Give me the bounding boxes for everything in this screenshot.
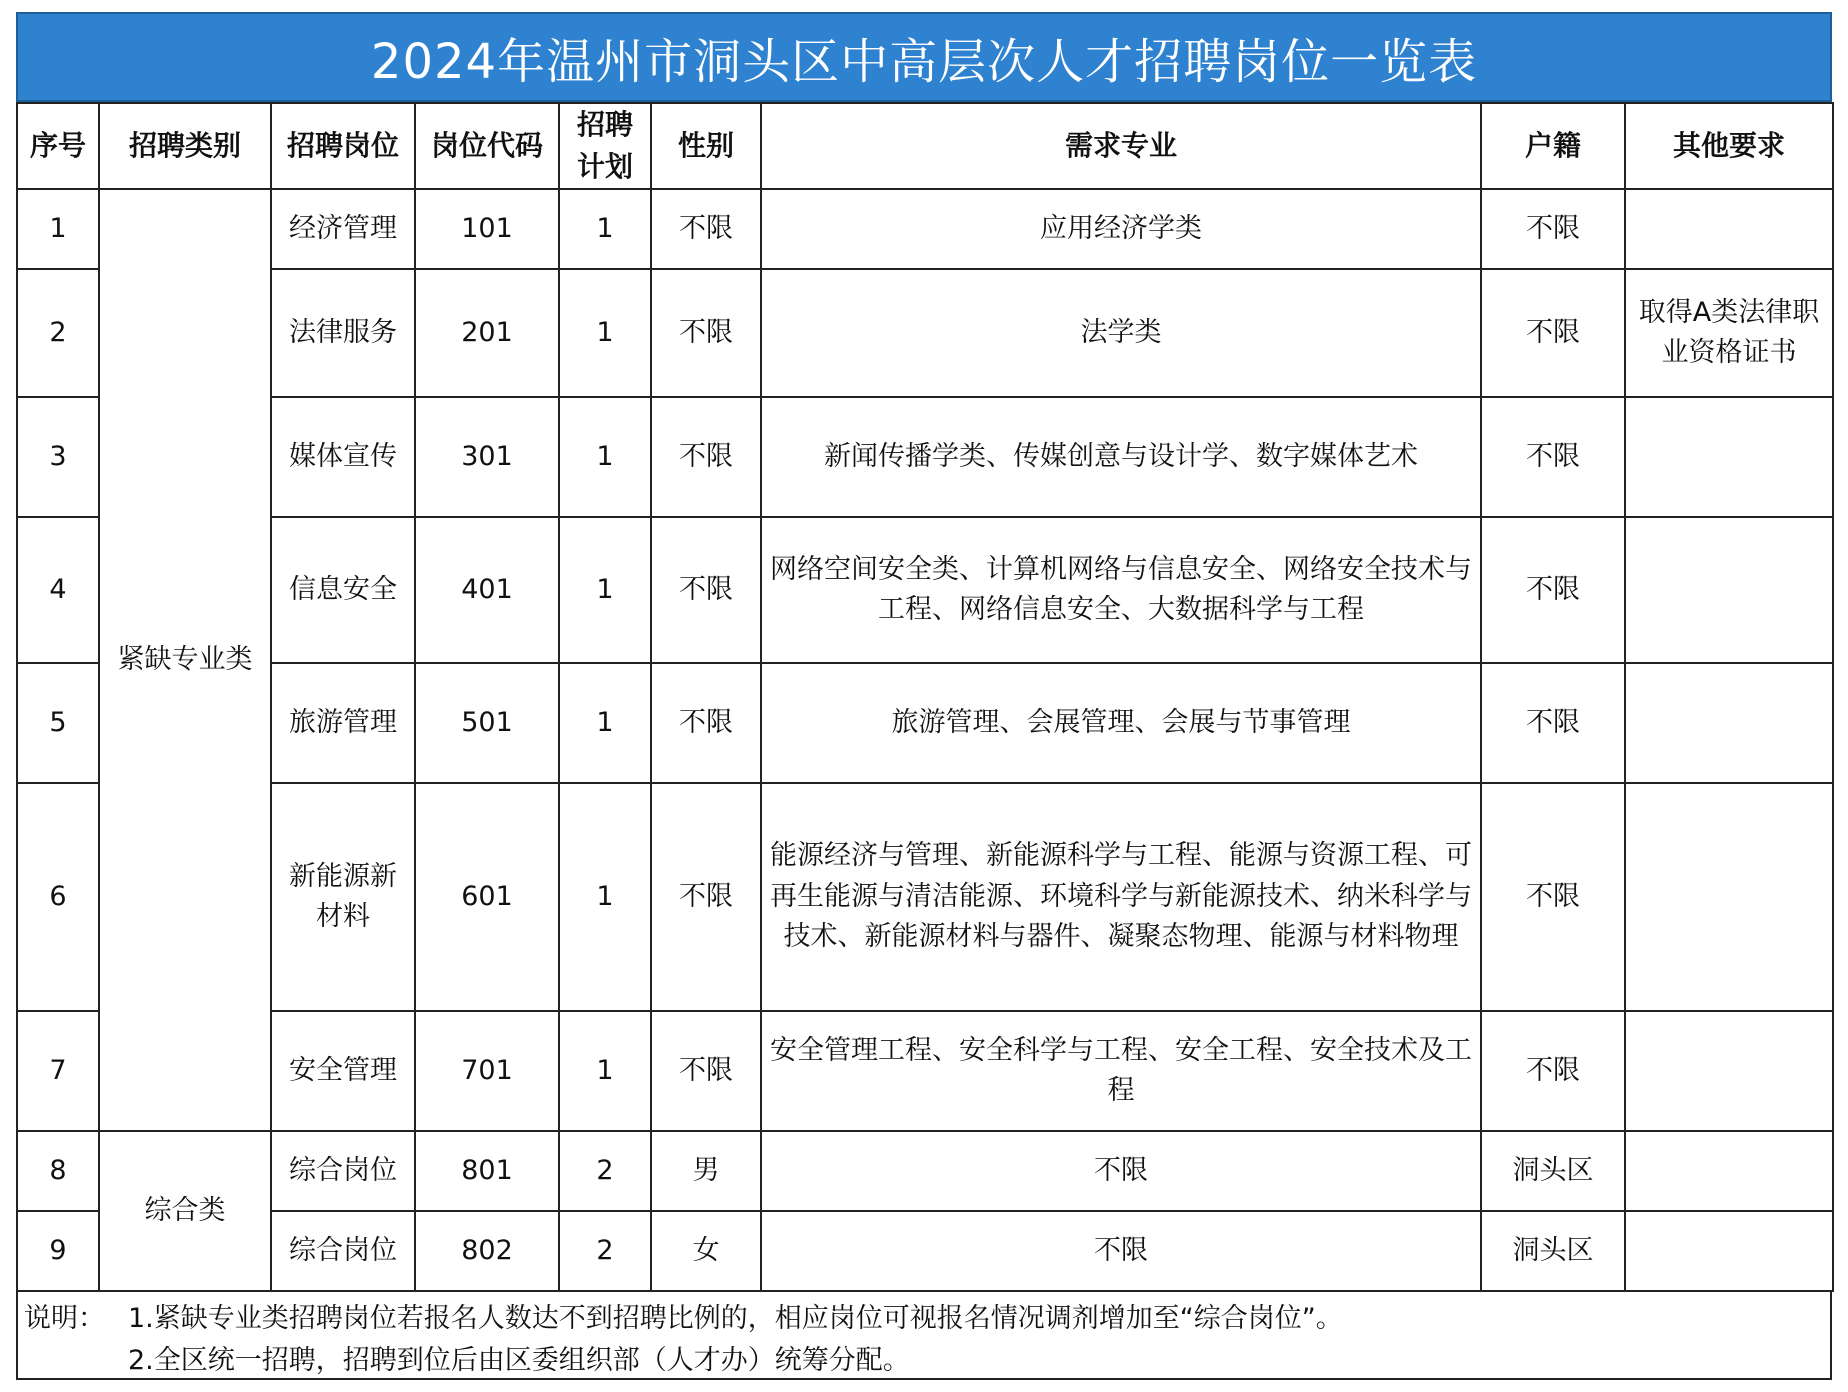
table-row <box>17 189 1833 269</box>
cell-gender: 不限 <box>651 269 761 397</box>
cell-hukou: 洞头区 <box>1481 1211 1625 1291</box>
header-plan-line2: 计划 <box>576 150 633 183</box>
table-row <box>17 397 1833 517</box>
cell-gender: 不限 <box>651 517 761 663</box>
cell-plan: 1 <box>559 783 651 1011</box>
note-line-2 <box>24 1340 1824 1382</box>
table-row <box>17 783 1833 1011</box>
cell-major: 能源经济与管理、新能源科学与工程、能源与资源工程、可再生能源与清洁能源、环境科学与新能源技术、纳米科学与技术、新能源材料与器件、凝聚态物理、能源与材料物理 <box>761 783 1481 1011</box>
cell-gender: 不限 <box>651 783 761 1011</box>
cell-position: 安全管理 <box>271 1011 415 1131</box>
cell-other <box>1625 663 1833 783</box>
cell-plan: 2 <box>559 1131 651 1211</box>
cell-other <box>1625 189 1833 269</box>
cell-seq: 5 <box>17 663 99 783</box>
cell-major: 旅游管理、会展管理、会展与节事管理 <box>761 663 1481 783</box>
cell-code: 601 <box>415 783 559 1011</box>
cell-seq: 6 <box>17 783 99 1011</box>
cell-position: 法律服务 <box>271 269 415 397</box>
cell-seq: 9 <box>17 1211 99 1291</box>
cell-other <box>1625 783 1833 1011</box>
cell-other: 取得A类法律职业资格证书 <box>1625 269 1833 397</box>
cell-gender: 不限 <box>651 663 761 783</box>
cell-code: 701 <box>415 1011 559 1131</box>
cell-code: 801 <box>415 1131 559 1211</box>
cell-other <box>1625 397 1833 517</box>
header-plan-line1: 招聘 <box>576 108 633 141</box>
cell-major: 安全管理工程、安全科学与工程、安全工程、安全技术及工程 <box>761 1011 1481 1131</box>
cell-gender: 不限 <box>651 1011 761 1131</box>
page-title: 2024年温州市洞头区中高层次人才招聘岗位一览表 <box>16 12 1832 102</box>
table-row <box>17 1211 1833 1291</box>
cell-code: 802 <box>415 1211 559 1291</box>
cell-position: 信息安全 <box>271 517 415 663</box>
cell-hukou: 不限 <box>1481 663 1625 783</box>
cell-seq: 3 <box>17 397 99 517</box>
cell-plan: 2 <box>559 1211 651 1291</box>
cell-seq: 8 <box>17 1131 99 1211</box>
cell-gender: 不限 <box>651 189 761 269</box>
cell-seq: 1 <box>17 189 99 269</box>
cell-seq: 7 <box>17 1011 99 1131</box>
cell-plan: 1 <box>559 269 651 397</box>
notes-label: 说明： <box>24 1303 105 1334</box>
recruitment-sheet <box>16 12 1832 1380</box>
note-line-1 <box>24 1298 1824 1340</box>
header-gender: 性别 <box>651 103 761 189</box>
cell-position: 综合岗位 <box>271 1211 415 1291</box>
cell-gender: 男 <box>651 1131 761 1211</box>
header-code: 岗位代码 <box>415 103 559 189</box>
cell-code: 201 <box>415 269 559 397</box>
table-row <box>17 663 1833 783</box>
cell-hukou: 不限 <box>1481 269 1625 397</box>
cell-hukou: 不限 <box>1481 783 1625 1011</box>
cell-major: 不限 <box>761 1131 1481 1211</box>
cell-position: 经济管理 <box>271 189 415 269</box>
cell-position: 旅游管理 <box>271 663 415 783</box>
cell-other <box>1625 1211 1833 1291</box>
cell-hukou: 不限 <box>1481 1011 1625 1131</box>
cell-hukou: 不限 <box>1481 397 1625 517</box>
cell-other <box>1625 517 1833 663</box>
cell-gender: 不限 <box>651 397 761 517</box>
cell-major: 网络空间安全类、计算机网络与信息安全、网络安全技术与工程、网络信息安全、大数据科学与工程 <box>761 517 1481 663</box>
header-other: 其他要求 <box>1625 103 1833 189</box>
cell-plan: 1 <box>559 189 651 269</box>
cell-position: 媒体宣传 <box>271 397 415 517</box>
header-position: 招聘岗位 <box>271 103 415 189</box>
cell-seq: 4 <box>17 517 99 663</box>
cell-major: 法学类 <box>761 269 1481 397</box>
note-text-1: 1.紧缺专业类招聘岗位若报名人数达不到招聘比例的，相应岗位可视报名情况调剂增加至“综合岗位”。 <box>128 1303 1343 1334</box>
cell-hukou: 不限 <box>1481 517 1625 663</box>
header-seq: 序号 <box>17 103 99 189</box>
cell-hukou: 不限 <box>1481 189 1625 269</box>
table-row <box>17 517 1833 663</box>
cell-plan: 1 <box>559 663 651 783</box>
cell-category-scarce: 紧缺专业类 <box>99 189 271 1131</box>
cell-position: 综合岗位 <box>271 1131 415 1211</box>
table-row <box>17 1131 1833 1211</box>
cell-position: 新能源新材料 <box>271 783 415 1011</box>
cell-plan: 1 <box>559 517 651 663</box>
table-header-row <box>17 103 1833 189</box>
cell-code: 401 <box>415 517 559 663</box>
cell-hukou: 洞头区 <box>1481 1131 1625 1211</box>
header-category: 招聘类别 <box>99 103 271 189</box>
cell-code: 301 <box>415 397 559 517</box>
cell-major: 新闻传播学类、传媒创意与设计学、数字媒体艺术 <box>761 397 1481 517</box>
cell-plan: 1 <box>559 397 651 517</box>
cell-major: 不限 <box>761 1211 1481 1291</box>
cell-other <box>1625 1131 1833 1211</box>
cell-other <box>1625 1011 1833 1131</box>
cell-code: 101 <box>415 189 559 269</box>
note-text-2: 2.全区统一招聘，招聘到位后由区委组织部（人才办）统筹分配。 <box>128 1345 910 1376</box>
cell-gender: 女 <box>651 1211 761 1291</box>
notes-section <box>16 1292 1832 1380</box>
cell-category-general: 综合类 <box>99 1131 271 1291</box>
positions-table <box>16 102 1834 1292</box>
cell-major: 应用经济学类 <box>761 189 1481 269</box>
table-row <box>17 269 1833 397</box>
cell-plan: 1 <box>559 1011 651 1131</box>
header-major: 需求专业 <box>761 103 1481 189</box>
cell-code: 501 <box>415 663 559 783</box>
header-hukou: 户籍 <box>1481 103 1625 189</box>
header-plan <box>559 103 651 189</box>
cell-seq: 2 <box>17 269 99 397</box>
table-row <box>17 1011 1833 1131</box>
